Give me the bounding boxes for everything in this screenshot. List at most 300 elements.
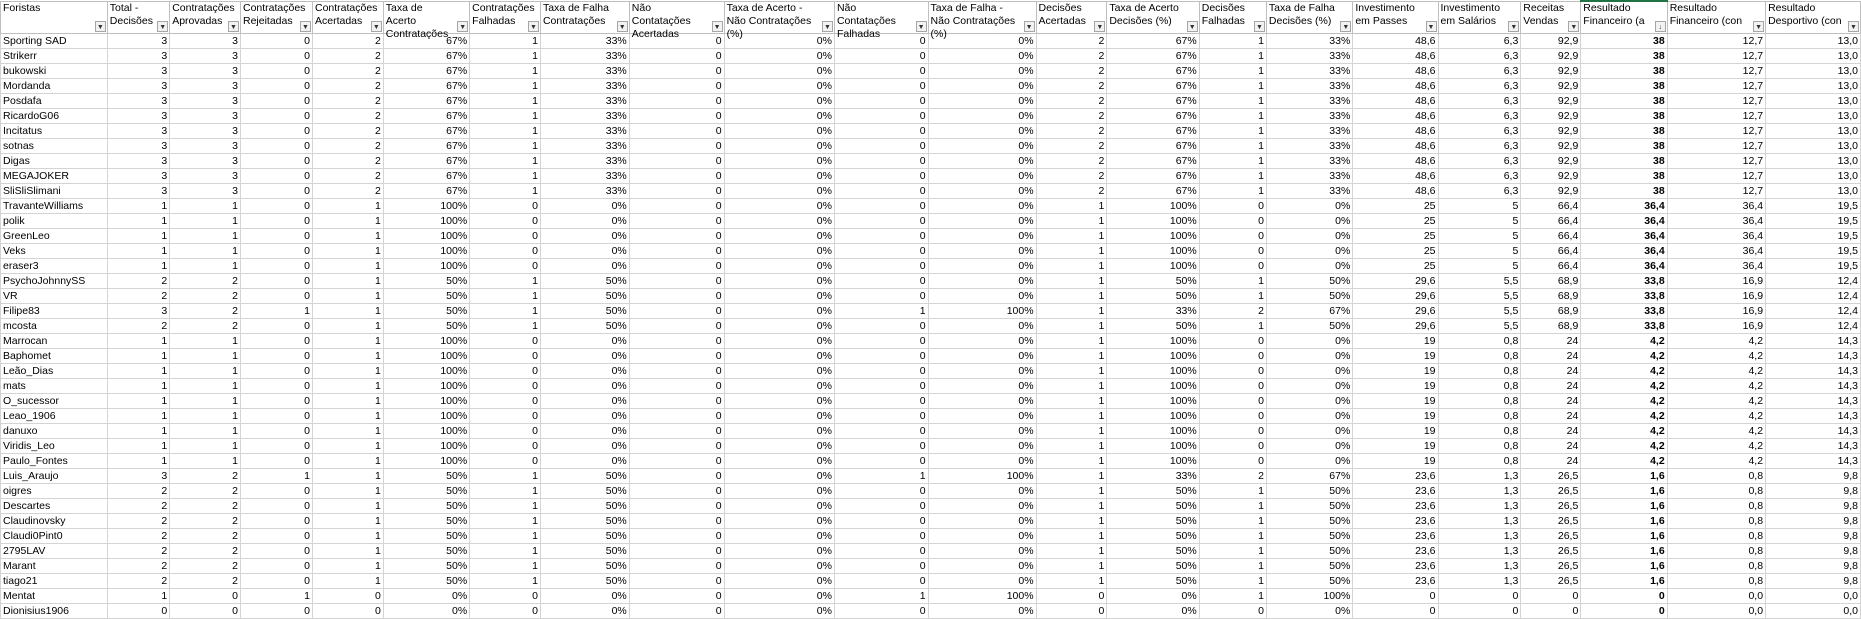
cell-total[interactable]: 3 [107,169,169,184]
cell-res_desp[interactable]: 13,0 [1766,154,1861,169]
cell-acert[interactable]: 2 [312,154,383,169]
cell-taxa_acerto_d[interactable]: 100% [1107,424,1199,439]
cell-falh[interactable]: 0 [470,409,541,424]
cell-res_fin_c[interactable]: 36,4 [1667,214,1765,229]
cell-res_desp[interactable]: 9,8 [1766,499,1861,514]
cell-aprov[interactable]: 0 [170,589,241,604]
forista-name-cell[interactable]: oigres [1,484,108,499]
cell-dec_acert[interactable]: 1 [1036,319,1107,334]
cell-taxa_falha_d[interactable]: 33% [1266,79,1352,94]
cell-rejeit[interactable]: 0 [240,64,312,79]
cell-taxa_falha_nc[interactable]: 0% [928,514,1036,529]
cell-dec_acert[interactable]: 2 [1036,109,1107,124]
cell-taxa_acerto_c[interactable]: 100% [383,199,469,214]
cell-taxa_falha_d[interactable]: 0% [1266,424,1352,439]
cell-taxa_acerto_c[interactable]: 67% [383,79,469,94]
cell-dec_acert[interactable]: 1 [1036,289,1107,304]
cell-res_fin_a[interactable]: 38 [1581,34,1667,49]
cell-taxa_falha_d[interactable]: 33% [1266,64,1352,79]
cell-acert[interactable]: 1 [312,574,383,589]
cell-taxa_falha_c[interactable]: 50% [540,274,629,289]
cell-taxa_acerto_nc[interactable]: 0% [724,49,834,64]
cell-taxa_acerto_c[interactable]: 67% [383,49,469,64]
cell-nao_acert[interactable]: 0 [629,49,724,64]
cell-dec_acert[interactable]: 1 [1036,439,1107,454]
cell-inv_sal[interactable]: 1,3 [1438,514,1521,529]
cell-rejeit[interactable]: 1 [240,589,312,604]
cell-receitas[interactable]: 92,9 [1521,154,1581,169]
cell-dec_falh[interactable]: 0 [1199,244,1266,259]
cell-nao_acert[interactable]: 0 [629,154,724,169]
cell-taxa_falha_d[interactable]: 0% [1266,244,1352,259]
cell-inv_passes[interactable]: 48,6 [1353,34,1438,49]
cell-taxa_falha_nc[interactable]: 0% [928,289,1036,304]
cell-taxa_falha_c[interactable]: 50% [540,559,629,574]
cell-inv_sal[interactable]: 0,8 [1438,454,1521,469]
cell-taxa_acerto_d[interactable]: 100% [1107,229,1199,244]
cell-falh[interactable]: 0 [470,229,541,244]
cell-aprov[interactable]: 3 [170,94,241,109]
cell-acert[interactable]: 2 [312,34,383,49]
cell-res_fin_a[interactable]: 1,6 [1581,499,1667,514]
cell-dec_acert[interactable]: 1 [1036,199,1107,214]
cell-taxa_falha_d[interactable]: 0% [1266,409,1352,424]
cell-res_fin_c[interactable]: 0,8 [1667,514,1765,529]
cell-dec_falh[interactable]: 1 [1199,169,1266,184]
cell-nao_acert[interactable]: 0 [629,139,724,154]
cell-falh[interactable]: 0 [470,454,541,469]
cell-res_fin_a[interactable]: 38 [1581,49,1667,64]
cell-res_fin_a[interactable]: 38 [1581,94,1667,109]
cell-dec_acert[interactable]: 1 [1036,349,1107,364]
cell-taxa_falha_c[interactable]: 33% [540,169,629,184]
cell-inv_sal[interactable]: 0,8 [1438,364,1521,379]
cell-total[interactable]: 3 [107,124,169,139]
cell-taxa_acerto_d[interactable]: 100% [1107,334,1199,349]
cell-taxa_acerto_d[interactable]: 67% [1107,64,1199,79]
cell-dec_falh[interactable]: 1 [1199,319,1266,334]
cell-taxa_falha_d[interactable]: 33% [1266,139,1352,154]
cell-falh[interactable]: 1 [470,109,541,124]
cell-taxa_acerto_d[interactable]: 50% [1107,289,1199,304]
cell-total[interactable]: 2 [107,529,169,544]
cell-aprov[interactable]: 1 [170,244,241,259]
cell-falh[interactable]: 0 [470,364,541,379]
cell-res_fin_a[interactable]: 1,6 [1581,559,1667,574]
cell-receitas[interactable]: 66,4 [1521,244,1581,259]
cell-res_fin_c[interactable]: 16,9 [1667,304,1765,319]
cell-inv_passes[interactable]: 0 [1353,589,1438,604]
filter-dropdown-button[interactable]: ▼ [300,21,311,32]
column-header-res_fin_a[interactable] [1581,1,1667,34]
cell-total[interactable]: 3 [107,139,169,154]
cell-dec_acert[interactable]: 1 [1036,574,1107,589]
forista-name-cell[interactable]: Incitatus [1,124,108,139]
cell-dec_falh[interactable]: 0 [1199,439,1266,454]
cell-falh[interactable]: 1 [470,544,541,559]
cell-aprov[interactable]: 1 [170,424,241,439]
cell-dec_acert[interactable]: 1 [1036,394,1107,409]
cell-rejeit[interactable]: 0 [240,514,312,529]
cell-dec_acert[interactable]: 2 [1036,184,1107,199]
cell-total[interactable]: 2 [107,484,169,499]
cell-taxa_acerto_c[interactable]: 100% [383,454,469,469]
cell-aprov[interactable]: 3 [170,109,241,124]
cell-inv_passes[interactable]: 19 [1353,334,1438,349]
cell-taxa_acerto_c[interactable]: 50% [383,574,469,589]
cell-taxa_falha_c[interactable]: 0% [540,244,629,259]
cell-acert[interactable]: 2 [312,184,383,199]
cell-nao_falh[interactable]: 0 [834,499,928,514]
cell-res_desp[interactable]: 14,3 [1766,454,1861,469]
cell-rejeit[interactable]: 0 [240,439,312,454]
cell-inv_passes[interactable]: 19 [1353,409,1438,424]
cell-taxa_acerto_nc[interactable]: 0% [724,184,834,199]
cell-nao_acert[interactable]: 0 [629,169,724,184]
filter-dropdown-button[interactable]: ▼ [95,21,106,32]
cell-dec_falh[interactable]: 1 [1199,139,1266,154]
forista-name-cell[interactable]: Digas [1,154,108,169]
cell-acert[interactable]: 2 [312,169,383,184]
cell-aprov[interactable]: 1 [170,214,241,229]
cell-res_fin_a[interactable]: 33,8 [1581,319,1667,334]
forista-name-cell[interactable]: tiago21 [1,574,108,589]
cell-taxa_falha_nc[interactable]: 0% [928,364,1036,379]
cell-res_fin_a[interactable]: 4,2 [1581,334,1667,349]
cell-nao_falh[interactable]: 0 [834,604,928,619]
cell-aprov[interactable]: 2 [170,499,241,514]
cell-taxa_acerto_nc[interactable]: 0% [724,559,834,574]
cell-res_fin_c[interactable]: 12,7 [1667,184,1765,199]
cell-taxa_acerto_c[interactable]: 50% [383,514,469,529]
forista-name-cell[interactable]: Filipe83 [1,304,108,319]
cell-taxa_acerto_c[interactable]: 67% [383,109,469,124]
cell-inv_sal[interactable]: 5 [1438,229,1521,244]
cell-nao_falh[interactable]: 0 [834,184,928,199]
cell-res_desp[interactable]: 14,3 [1766,424,1861,439]
column-header-rejeit[interactable] [240,1,312,34]
cell-taxa_falha_d[interactable]: 50% [1266,499,1352,514]
cell-nao_falh[interactable]: 0 [834,229,928,244]
cell-res_desp[interactable]: 13,0 [1766,34,1861,49]
cell-taxa_falha_d[interactable]: 0% [1266,394,1352,409]
cell-taxa_acerto_d[interactable]: 100% [1107,199,1199,214]
cell-aprov[interactable]: 1 [170,349,241,364]
cell-nao_acert[interactable]: 0 [629,274,724,289]
cell-taxa_falha_nc[interactable]: 0% [928,484,1036,499]
forista-name-cell[interactable]: eraser3 [1,259,108,274]
cell-res_fin_a[interactable]: 1,6 [1581,574,1667,589]
cell-receitas[interactable]: 24 [1521,364,1581,379]
cell-nao_acert[interactable]: 0 [629,334,724,349]
column-header-receitas[interactable] [1521,1,1581,34]
cell-taxa_acerto_nc[interactable]: 0% [724,289,834,304]
cell-acert[interactable]: 1 [312,259,383,274]
cell-nao_falh[interactable]: 0 [834,529,928,544]
cell-taxa_falha_nc[interactable]: 0% [928,49,1036,64]
cell-taxa_falha_c[interactable]: 33% [540,139,629,154]
cell-dec_falh[interactable]: 1 [1199,544,1266,559]
cell-taxa_acerto_nc[interactable]: 0% [724,394,834,409]
cell-res_desp[interactable]: 12,4 [1766,304,1861,319]
cell-taxa_falha_d[interactable]: 33% [1266,34,1352,49]
cell-dec_acert[interactable]: 1 [1036,364,1107,379]
cell-acert[interactable]: 2 [312,109,383,124]
cell-acert[interactable]: 0 [312,604,383,619]
cell-res_desp[interactable]: 14,3 [1766,409,1861,424]
filter-dropdown-button[interactable]: ▼ [1753,21,1764,32]
cell-aprov[interactable]: 3 [170,34,241,49]
forista-name-cell[interactable]: Leão_Dias [1,364,108,379]
cell-taxa_falha_d[interactable]: 33% [1266,169,1352,184]
filter-dropdown-button[interactable]: ▼ [528,21,539,32]
cell-total[interactable]: 1 [107,244,169,259]
cell-res_fin_a[interactable]: 4,2 [1581,424,1667,439]
cell-taxa_acerto_d[interactable]: 100% [1107,214,1199,229]
cell-falh[interactable]: 1 [470,484,541,499]
cell-res_desp[interactable]: 14,3 [1766,439,1861,454]
cell-taxa_acerto_c[interactable]: 100% [383,259,469,274]
cell-taxa_falha_d[interactable]: 33% [1266,154,1352,169]
cell-taxa_falha_c[interactable]: 0% [540,439,629,454]
cell-dec_falh[interactable]: 2 [1199,469,1266,484]
cell-taxa_acerto_nc[interactable]: 0% [724,64,834,79]
cell-res_desp[interactable]: 19,5 [1766,259,1861,274]
cell-taxa_acerto_d[interactable]: 50% [1107,529,1199,544]
cell-res_fin_a[interactable]: 38 [1581,64,1667,79]
cell-taxa_acerto_c[interactable]: 100% [383,409,469,424]
cell-acert[interactable]: 1 [312,469,383,484]
cell-falh[interactable]: 1 [470,169,541,184]
cell-taxa_acerto_nc[interactable]: 0% [724,154,834,169]
cell-rejeit[interactable]: 0 [240,169,312,184]
cell-taxa_acerto_c[interactable]: 67% [383,139,469,154]
cell-aprov[interactable]: 2 [170,559,241,574]
cell-receitas[interactable]: 92,9 [1521,49,1581,64]
forista-name-cell[interactable]: Strikerr [1,49,108,64]
cell-taxa_falha_d[interactable]: 33% [1266,94,1352,109]
cell-nao_acert[interactable]: 0 [629,574,724,589]
filter-dropdown-button[interactable]: ▼ [1426,21,1437,32]
cell-aprov[interactable]: 3 [170,124,241,139]
cell-rejeit[interactable]: 0 [240,319,312,334]
cell-aprov[interactable]: 2 [170,289,241,304]
cell-taxa_falha_c[interactable]: 0% [540,604,629,619]
cell-dec_falh[interactable]: 0 [1199,424,1266,439]
cell-taxa_falha_c[interactable]: 50% [540,319,629,334]
cell-res_fin_c[interactable]: 12,7 [1667,139,1765,154]
cell-taxa_falha_nc[interactable]: 0% [928,94,1036,109]
cell-inv_sal[interactable]: 6,3 [1438,154,1521,169]
cell-res_fin_a[interactable]: 38 [1581,124,1667,139]
forista-name-cell[interactable]: danuxo [1,424,108,439]
cell-aprov[interactable]: 3 [170,139,241,154]
cell-nao_falh[interactable]: 0 [834,394,928,409]
cell-taxa_acerto_nc[interactable]: 0% [724,514,834,529]
cell-taxa_falha_c[interactable]: 50% [540,544,629,559]
cell-res_fin_c[interactable]: 0,8 [1667,544,1765,559]
cell-acert[interactable]: 2 [312,79,383,94]
cell-taxa_falha_nc[interactable]: 100% [928,469,1036,484]
cell-res_desp[interactable]: 12,4 [1766,319,1861,334]
cell-res_desp[interactable]: 13,0 [1766,109,1861,124]
cell-acert[interactable]: 0 [312,589,383,604]
cell-taxa_acerto_nc[interactable]: 0% [724,604,834,619]
cell-taxa_acerto_nc[interactable]: 0% [724,334,834,349]
cell-falh[interactable]: 1 [470,154,541,169]
forista-name-cell[interactable]: Mordanda [1,79,108,94]
cell-taxa_acerto_c[interactable]: 67% [383,184,469,199]
cell-inv_passes[interactable]: 25 [1353,259,1438,274]
cell-inv_sal[interactable]: 1,3 [1438,544,1521,559]
cell-total[interactable]: 3 [107,304,169,319]
cell-aprov[interactable]: 3 [170,64,241,79]
cell-receitas[interactable]: 26,5 [1521,529,1581,544]
cell-dec_falh[interactable]: 0 [1199,229,1266,244]
cell-falh[interactable]: 1 [470,124,541,139]
cell-receitas[interactable]: 24 [1521,334,1581,349]
cell-nao_falh[interactable]: 0 [834,364,928,379]
cell-taxa_falha_d[interactable]: 0% [1266,214,1352,229]
cell-dec_falh[interactable]: 1 [1199,109,1266,124]
cell-taxa_falha_nc[interactable]: 0% [928,529,1036,544]
cell-dec_falh[interactable]: 1 [1199,49,1266,64]
cell-dec_acert[interactable]: 2 [1036,34,1107,49]
cell-nao_falh[interactable]: 0 [834,109,928,124]
cell-aprov[interactable]: 3 [170,79,241,94]
cell-falh[interactable]: 1 [470,529,541,544]
cell-res_fin_a[interactable]: 1,6 [1581,484,1667,499]
cell-falh[interactable]: 1 [470,469,541,484]
cell-res_desp[interactable]: 19,5 [1766,244,1861,259]
cell-nao_acert[interactable]: 0 [629,199,724,214]
cell-taxa_falha_nc[interactable]: 0% [928,139,1036,154]
cell-inv_passes[interactable]: 23,6 [1353,499,1438,514]
cell-rejeit[interactable]: 0 [240,394,312,409]
cell-taxa_falha_nc[interactable]: 0% [928,64,1036,79]
cell-res_fin_c[interactable]: 16,9 [1667,289,1765,304]
filter-dropdown-button[interactable]: ▼ [1508,21,1519,32]
forista-name-cell[interactable]: GreenLeo [1,229,108,244]
cell-taxa_falha_d[interactable]: 0% [1266,199,1352,214]
forista-name-cell[interactable]: SliSliSlimani [1,184,108,199]
cell-taxa_acerto_d[interactable]: 50% [1107,499,1199,514]
cell-receitas[interactable]: 92,9 [1521,109,1581,124]
cell-acert[interactable]: 1 [312,349,383,364]
cell-res_fin_c[interactable]: 36,4 [1667,199,1765,214]
cell-res_fin_a[interactable]: 33,8 [1581,274,1667,289]
cell-inv_passes[interactable]: 29,6 [1353,304,1438,319]
cell-taxa_acerto_nc[interactable]: 0% [724,199,834,214]
cell-aprov[interactable]: 2 [170,304,241,319]
cell-taxa_falha_nc[interactable]: 0% [928,319,1036,334]
filter-dropdown-button[interactable]: ▼ [457,21,468,32]
cell-taxa_falha_c[interactable]: 50% [540,574,629,589]
cell-aprov[interactable]: 3 [170,169,241,184]
cell-inv_sal[interactable]: 5 [1438,199,1521,214]
cell-rejeit[interactable]: 0 [240,604,312,619]
cell-taxa_acerto_nc[interactable]: 0% [724,169,834,184]
cell-total[interactable]: 1 [107,214,169,229]
cell-taxa_acerto_nc[interactable]: 0% [724,349,834,364]
column-header-total[interactable] [107,1,169,34]
cell-total[interactable]: 1 [107,229,169,244]
cell-dec_acert[interactable]: 1 [1036,454,1107,469]
cell-res_desp[interactable]: 13,0 [1766,49,1861,64]
cell-acert[interactable]: 1 [312,199,383,214]
cell-taxa_falha_c[interactable]: 33% [540,154,629,169]
cell-rejeit[interactable]: 0 [240,274,312,289]
cell-taxa_acerto_nc[interactable]: 0% [724,454,834,469]
cell-taxa_falha_c[interactable]: 50% [540,469,629,484]
cell-inv_passes[interactable]: 25 [1353,244,1438,259]
cell-taxa_acerto_d[interactable]: 50% [1107,274,1199,289]
cell-falh[interactable]: 0 [470,349,541,364]
cell-receitas[interactable]: 26,5 [1521,499,1581,514]
cell-inv_sal[interactable]: 6,3 [1438,184,1521,199]
cell-acert[interactable]: 1 [312,529,383,544]
forista-name-cell[interactable]: Claudinovsky [1,514,108,529]
cell-taxa_falha_d[interactable]: 0% [1266,454,1352,469]
cell-taxa_acerto_nc[interactable]: 0% [724,124,834,139]
cell-taxa_acerto_nc[interactable]: 0% [724,229,834,244]
cell-res_fin_c[interactable]: 0,8 [1667,559,1765,574]
cell-taxa_acerto_c[interactable]: 50% [383,289,469,304]
cell-taxa_acerto_d[interactable]: 67% [1107,79,1199,94]
cell-receitas[interactable]: 92,9 [1521,34,1581,49]
cell-taxa_acerto_d[interactable]: 67% [1107,49,1199,64]
cell-falh[interactable]: 0 [470,379,541,394]
cell-res_fin_a[interactable]: 0 [1581,589,1667,604]
cell-inv_sal[interactable]: 5 [1438,259,1521,274]
cell-falh[interactable]: 0 [470,604,541,619]
cell-rejeit[interactable]: 0 [240,454,312,469]
column-header-dec_acert[interactable] [1036,1,1107,34]
cell-taxa_acerto_nc[interactable]: 0% [724,319,834,334]
cell-taxa_acerto_d[interactable]: 100% [1107,364,1199,379]
cell-acert[interactable]: 1 [312,319,383,334]
cell-taxa_acerto_nc[interactable]: 0% [724,274,834,289]
column-header-taxa_acerto_nc[interactable] [724,1,834,40]
cell-taxa_falha_d[interactable]: 0% [1266,439,1352,454]
cell-total[interactable]: 2 [107,274,169,289]
cell-dec_falh[interactable]: 0 [1199,409,1266,424]
cell-nao_acert[interactable]: 0 [629,514,724,529]
column-header-acert[interactable] [312,1,383,34]
cell-taxa_falha_c[interactable]: 0% [540,214,629,229]
cell-res_desp[interactable]: 9,8 [1766,514,1861,529]
cell-inv_passes[interactable]: 19 [1353,394,1438,409]
cell-taxa_acerto_d[interactable]: 67% [1107,184,1199,199]
cell-falh[interactable]: 1 [470,499,541,514]
cell-aprov[interactable]: 2 [170,469,241,484]
cell-aprov[interactable]: 2 [170,274,241,289]
cell-inv_passes[interactable]: 19 [1353,364,1438,379]
cell-falh[interactable]: 1 [470,184,541,199]
cell-nao_acert[interactable]: 0 [629,394,724,409]
cell-nao_falh[interactable]: 0 [834,379,928,394]
cell-receitas[interactable]: 24 [1521,439,1581,454]
cell-taxa_falha_d[interactable]: 50% [1266,544,1352,559]
cell-res_fin_c[interactable]: 12,7 [1667,154,1765,169]
cell-nao_acert[interactable]: 0 [629,469,724,484]
cell-total[interactable]: 1 [107,199,169,214]
cell-taxa_falha_nc[interactable]: 0% [928,154,1036,169]
column-header-foristas[interactable] [1,1,108,34]
cell-receitas[interactable]: 26,5 [1521,559,1581,574]
cell-taxa_falha_c[interactable]: 0% [540,199,629,214]
cell-nao_acert[interactable]: 0 [629,439,724,454]
